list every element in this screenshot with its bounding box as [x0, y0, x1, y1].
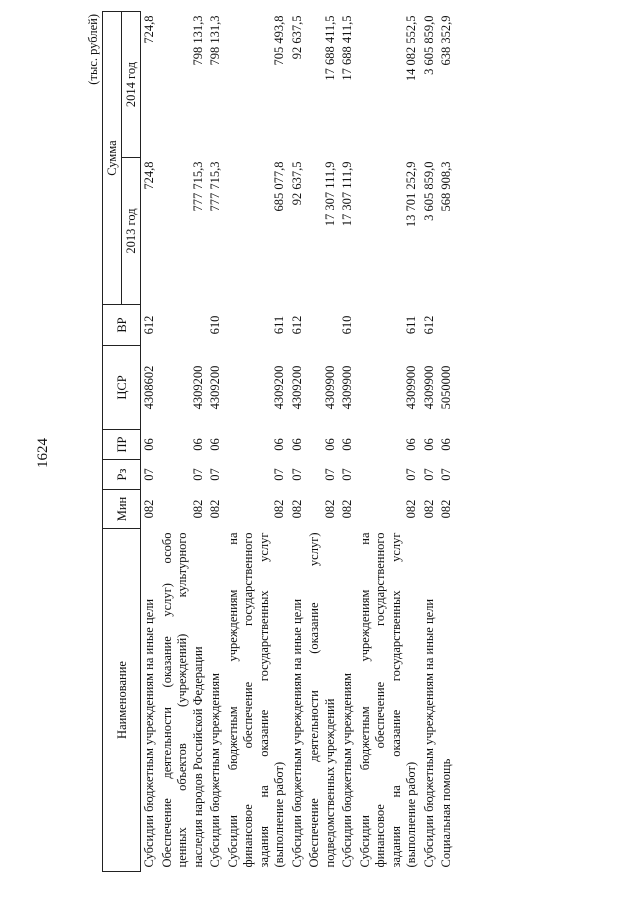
- row-name-line: Социальная помощь: [439, 758, 453, 868]
- row-rz: 07: [421, 468, 436, 481]
- row-min: 082: [289, 499, 304, 519]
- header-rz: Рз: [103, 460, 141, 490]
- row-name: [306, 529, 339, 872]
- row-rz: 07: [142, 468, 156, 481]
- row-pr: 06: [289, 438, 304, 451]
- row-name-line: Субсидии бюджетным учреждениям: [340, 672, 354, 868]
- row-min: 082: [208, 499, 222, 519]
- row-name-line: Субсидии бюджетным учреждениям на: [225, 532, 240, 868]
- row-pr: 06: [272, 438, 286, 451]
- row-min: 082: [272, 499, 286, 519]
- row-name: [357, 529, 421, 872]
- row-name-line: Субсидии бюджетным учреждениям на иные цели: [289, 598, 304, 868]
- row-name: [159, 529, 208, 872]
- row-name-line: Обеспечение деятельности (оказание услуг) особо: [159, 532, 174, 868]
- row-amount-2013: 724,8: [142, 161, 156, 190]
- row-csr: 4309900: [322, 365, 337, 410]
- row-pr: 06: [322, 438, 337, 451]
- table-row: [159, 12, 208, 872]
- table-row: [438, 12, 456, 872]
- row-amount-2014: 17 688 411,5: [322, 15, 337, 81]
- row-name: [438, 529, 456, 872]
- header-min: Мин: [103, 490, 141, 529]
- row-amount-2014: 798 131,3: [190, 15, 205, 66]
- row-vr: 611: [272, 315, 286, 335]
- row-csr: 4308602: [142, 365, 156, 410]
- row-name: [289, 529, 307, 872]
- row-name-line: подведомственных учреждений: [322, 698, 337, 868]
- row-csr: 4309900: [340, 365, 354, 410]
- table-row: [207, 12, 225, 872]
- row-pr: 06: [340, 438, 354, 451]
- row-min: 082: [142, 499, 156, 519]
- row-amount-2014: 724,8: [142, 15, 156, 44]
- row-name-line: (выполнение работ): [404, 761, 418, 868]
- row-vr: [159, 305, 208, 346]
- row-amount-2013: 13 701 252,9: [404, 161, 418, 228]
- row-pr: 06: [439, 438, 453, 451]
- row-pr: 06: [142, 438, 156, 451]
- row-rz: 07: [340, 468, 354, 481]
- row-amount-2013: 17 307 111,9: [322, 161, 337, 227]
- row-name-line: Субсидии бюджетным учреждениям на: [357, 532, 372, 868]
- header-name: Наименование: [103, 529, 141, 872]
- table-body: [141, 12, 456, 872]
- row-name-line: (выполнение работ): [272, 761, 286, 868]
- table-row: [289, 12, 307, 872]
- row-csr: 4309900: [421, 365, 436, 410]
- units-note: (тыс. рублей): [86, 14, 100, 85]
- row-amount-2014: 3 605 859,0: [421, 15, 436, 75]
- row-csr: 4309200: [208, 365, 222, 410]
- row-name-line: Обеспечение деятельности (оказание услуг): [307, 532, 321, 868]
- table-row: [357, 12, 421, 872]
- row-rz: 07: [208, 468, 222, 481]
- row-amount-2014: 705 493,8: [272, 15, 286, 66]
- row-amount-2013: 568 908,3: [439, 161, 453, 212]
- row-amount-2013: 3 605 859,0: [421, 161, 436, 221]
- row-name: [225, 529, 289, 872]
- row-min: 082: [190, 499, 205, 519]
- header-pr: ПР: [103, 430, 141, 460]
- row-rz: 07: [272, 468, 286, 481]
- header-year-2014: 2014 год: [122, 12, 141, 158]
- row-csr: 4309200: [289, 365, 304, 410]
- row-amount-2014: 798 131,3: [208, 15, 222, 66]
- row-name: [141, 529, 159, 872]
- header-year-2013: 2013 год: [122, 158, 141, 305]
- row-amount-2013: 777 715,3: [190, 161, 205, 212]
- row-name-line: финансовое обеспечение государственного: [241, 532, 255, 868]
- row-min: 082: [340, 499, 354, 519]
- rotated-page-content: [84, 12, 504, 872]
- table-row: [141, 12, 159, 872]
- row-name: [339, 529, 357, 872]
- row-amount-2014: 638 352,9: [439, 15, 453, 66]
- row-amount-2013: 92 637,5: [289, 161, 304, 206]
- row-rz: 07: [289, 468, 304, 481]
- row-vr: 610: [208, 315, 222, 335]
- page-number: 1624: [35, 438, 51, 468]
- row-csr: 5050000: [439, 365, 453, 410]
- row-amount-2013: 17 307 111,9: [340, 161, 354, 227]
- row-pr: 06: [404, 438, 418, 451]
- row-amount-2013: 685 077,8: [272, 161, 286, 212]
- table-row: [339, 12, 357, 872]
- header-vr: ВР: [103, 305, 141, 346]
- row-amount-2014: 92 637,5: [289, 15, 304, 60]
- row-name: [207, 529, 225, 872]
- row-name: [421, 529, 439, 872]
- row-vr: 612: [289, 315, 304, 335]
- row-name-line: задания на оказание государственных услуг: [388, 532, 403, 868]
- row-vr: 611: [404, 315, 418, 335]
- row-csr: 4309200: [272, 365, 286, 410]
- header-csr: ЦСР: [103, 346, 141, 430]
- row-name-line: задания на оказание государственных услуг: [256, 532, 271, 868]
- row-vr: 610: [340, 315, 354, 335]
- row-amount-2013: 777 715,3: [208, 161, 222, 212]
- row-rz: 07: [190, 468, 205, 481]
- row-vr: 612: [142, 315, 156, 335]
- header-sum: Сумма: [103, 12, 122, 305]
- row-rz: 07: [439, 468, 453, 481]
- table-header: [103, 12, 141, 872]
- row-name-line: наследия народов Российской Федерации: [190, 646, 205, 868]
- row-amount-2014: 17 688 411,5: [340, 15, 354, 81]
- table-row: [225, 12, 289, 872]
- row-csr: 4309200: [190, 365, 205, 410]
- row-name-line: ценных объектов (учреждений) культурного: [175, 532, 189, 868]
- row-amount-2014: 14 082 552,5: [404, 15, 418, 82]
- row-min: 082: [404, 499, 418, 519]
- row-vr: 612: [421, 315, 436, 335]
- row-pr: 06: [190, 438, 205, 451]
- row-name-line: финансовое обеспечение государственного: [373, 532, 387, 868]
- row-rz: 07: [404, 468, 418, 481]
- table-row: [306, 12, 339, 872]
- row-rz: 07: [322, 468, 337, 481]
- row-min: 082: [439, 499, 453, 519]
- row-min: 082: [421, 499, 436, 519]
- row-name-line: Субсидии бюджетным учреждениям: [208, 672, 222, 868]
- row-vr: [306, 305, 339, 346]
- budget-table: [102, 11, 456, 872]
- row-pr: 06: [208, 438, 222, 451]
- row-name-line: Субсидии бюджетным учреждениям на иные цели: [142, 598, 156, 868]
- row-min: 082: [322, 499, 337, 519]
- row-vr: [438, 305, 456, 346]
- row-pr: 06: [421, 438, 436, 451]
- row-csr: 4309900: [404, 365, 418, 410]
- table-row: [421, 12, 439, 872]
- row-name-line: Субсидии бюджетным учреждениям на иные цели: [421, 598, 436, 868]
